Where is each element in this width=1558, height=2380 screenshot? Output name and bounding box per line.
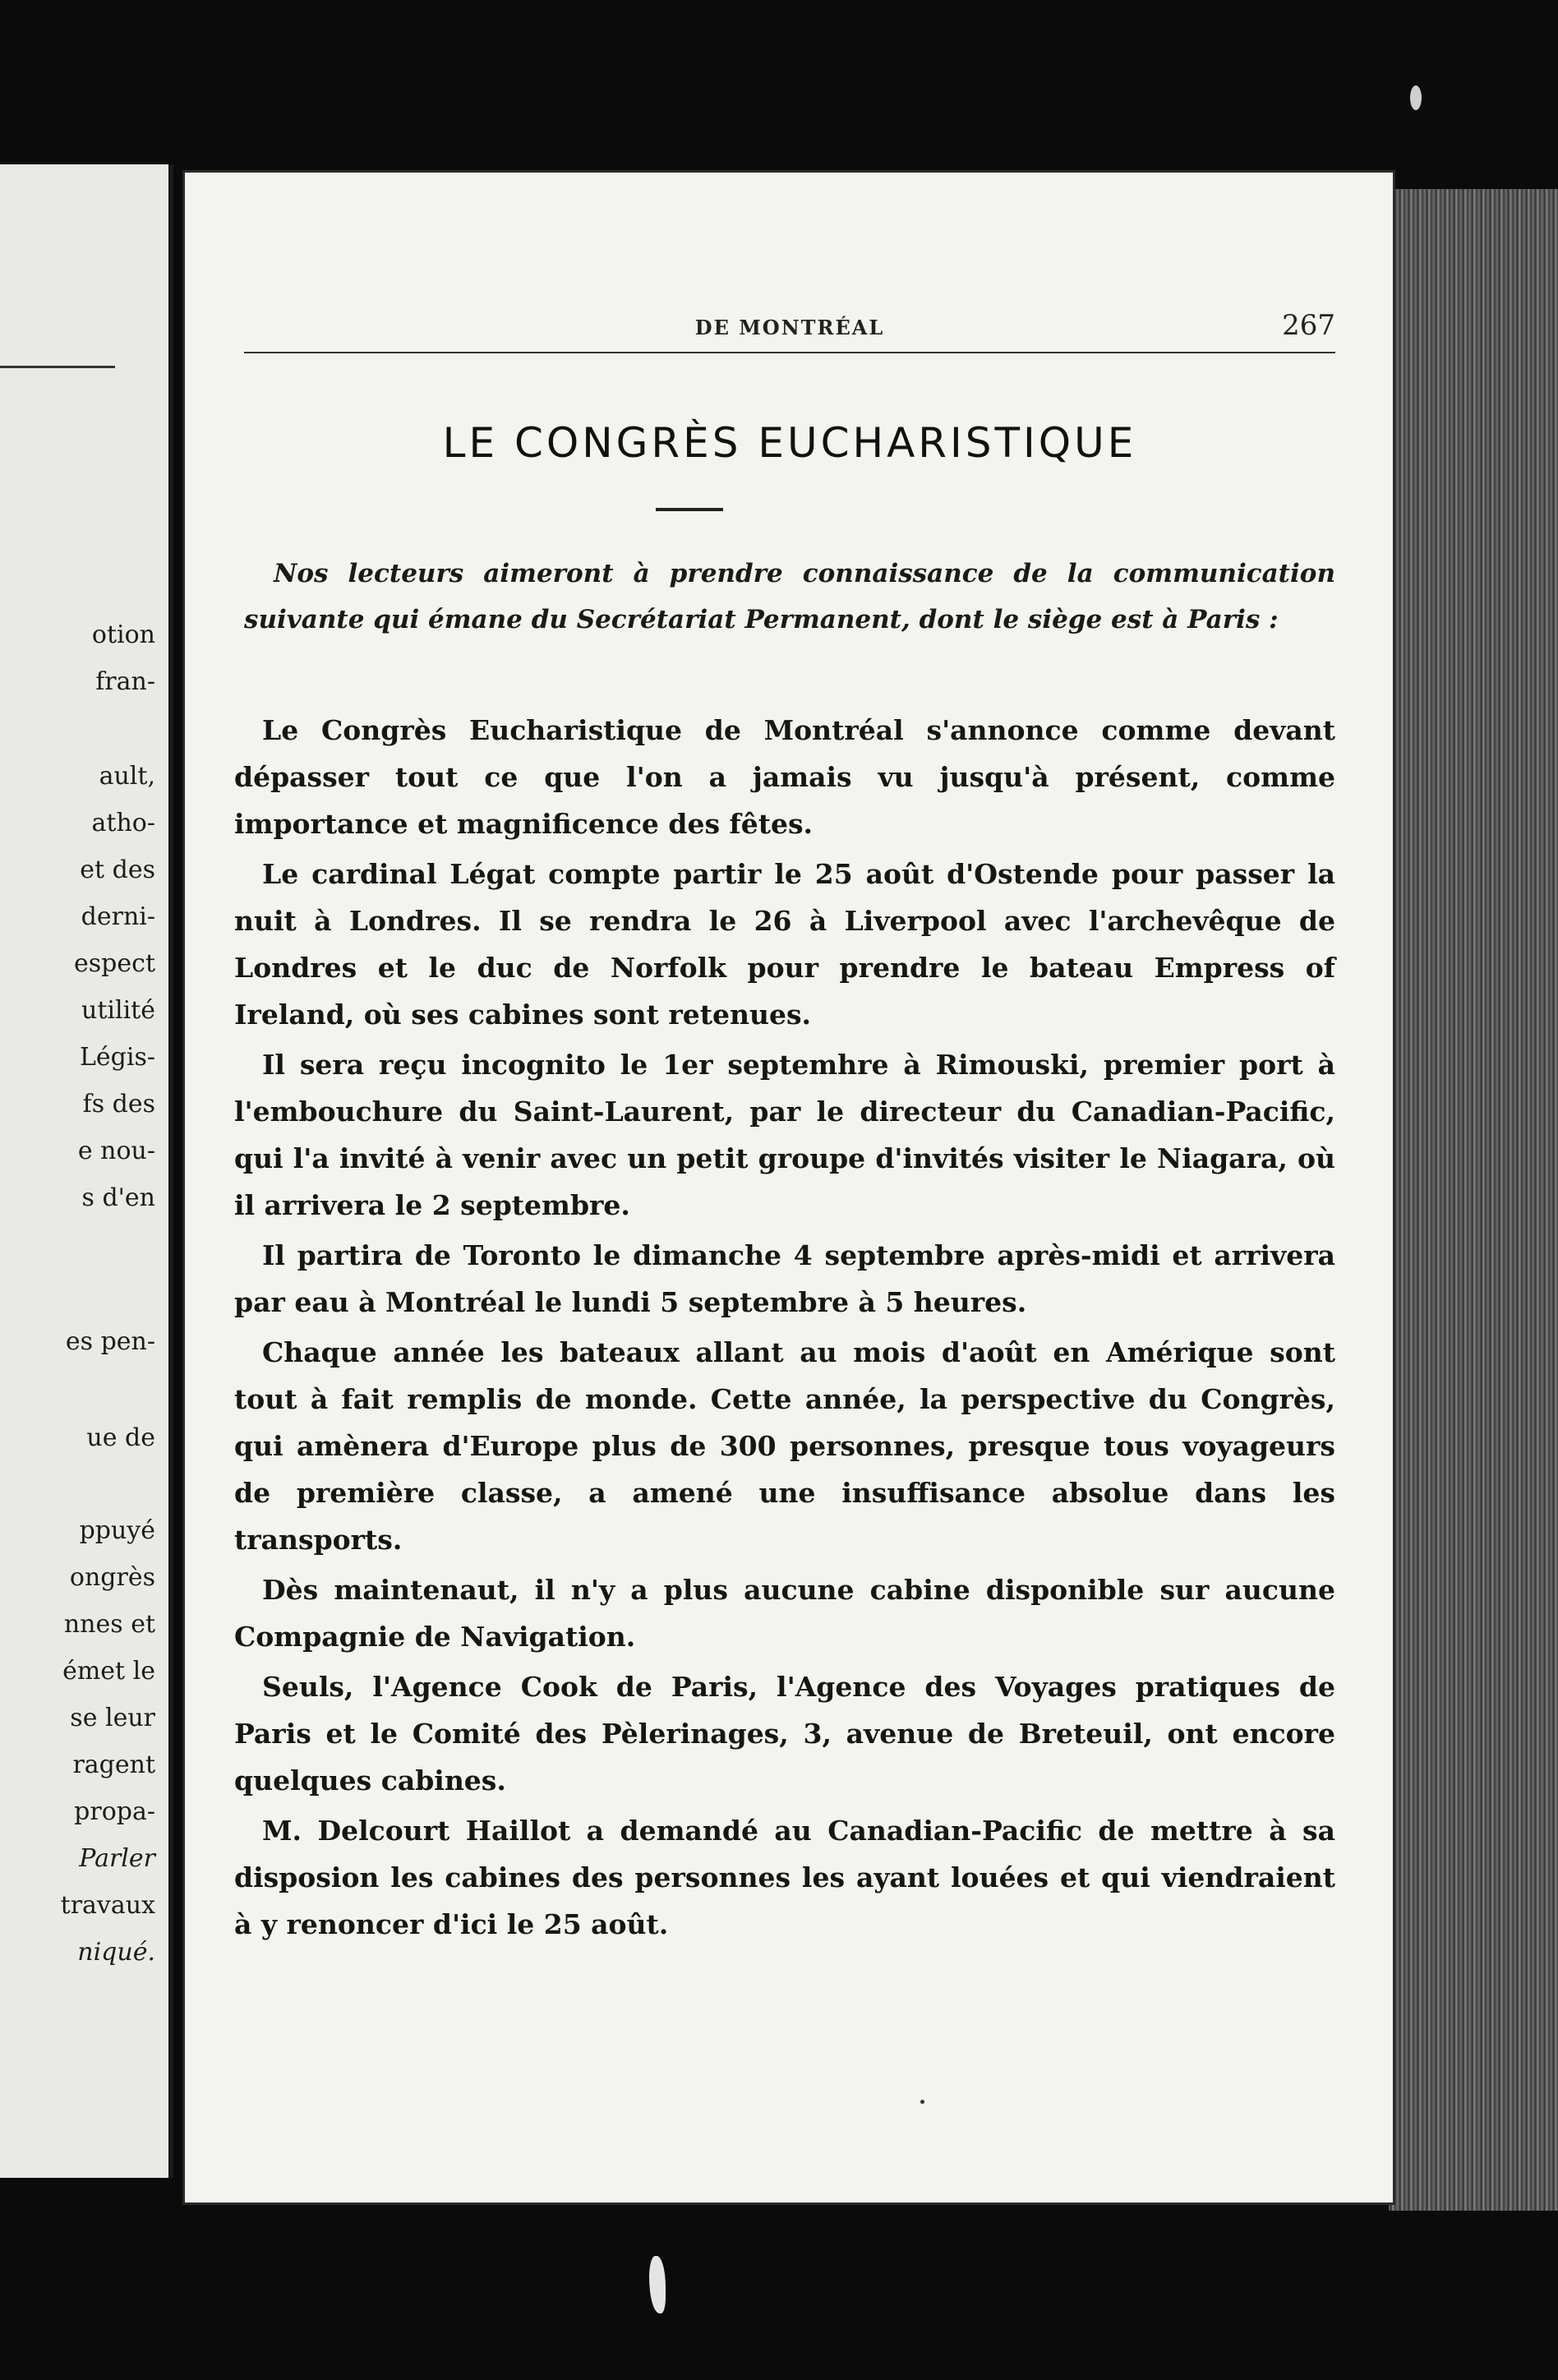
left-page-fragment: ragent bbox=[72, 1750, 155, 1779]
left-page-fragment: nnes et bbox=[63, 1610, 155, 1639]
article-title: LE CONGRÈS EUCHARISTIQUE bbox=[442, 419, 1137, 467]
left-page-fragment: et des bbox=[80, 856, 155, 884]
body-paragraph: Dès maintenaut, il n'y a plus aucune cabine disponible sur aucune Compagnie de Navigation. bbox=[234, 1574, 1335, 1653]
left-page-fragment: derni- bbox=[81, 902, 155, 931]
left-page-fragment: Légis- bbox=[79, 1043, 155, 1072]
book-page-edges bbox=[1389, 189, 1558, 2211]
body-paragraph: Il sera reçu incognito le 1er septemhre à Rimouski, premier port à l'embouchure du Saint-Laurent, par le directeur du Canadian-Pacific, qui l'a invité à venir avec un petit groupe d'invités visiter le Niagara, où il arrivera le 2 septembre. bbox=[234, 1049, 1335, 1221]
body-paragraph: Seuls, l'Agence Cook de Paris, l'Agence des Voyages pratiques de Paris et le Comité des Pèlerinages, 3, avenue de Breteuil, ont encore quelques cabines. bbox=[234, 1671, 1335, 1797]
body-paragraph: Le cardinal Légat compte partir le 25 août d'Ostende pour passer la nuit à Londres. Il se rendra le 26 à Liverpool avec l'archevêque de Londres et le duc de Norfolk pour prendre le bateau Empress of Ireland, où ses cabines sont retenues. bbox=[234, 858, 1335, 1031]
left-page-fragment: se leur bbox=[70, 1704, 155, 1732]
left-page-fragment: atho- bbox=[91, 809, 155, 837]
body-paragraph: Chaque année les bateaux allant au mois d'août en Amérique sont tout à fait remplis de monde. Cette année, la perspective du Congrès, qui amènera d'Europe plus de 300 personnes, presque tous voyageurs de première classe, a amené une insuffisance absolue dans les transports. bbox=[234, 1336, 1335, 1556]
running-head bbox=[244, 302, 1335, 353]
title-divider bbox=[656, 508, 723, 511]
left-page-fragment: espect bbox=[74, 949, 155, 978]
left-page-fragment: ue de bbox=[86, 1423, 155, 1452]
left-page-fragment: ault, bbox=[99, 762, 155, 791]
editorial-intro: Nos lecteurs aimeront à prendre connaissance de la communication suivante qui émane du Secrétariat Permanent, dont le siège est à Paris : bbox=[244, 559, 1335, 634]
left-page-fragment: propa- bbox=[74, 1797, 155, 1826]
left-page-fragment: Parler bbox=[79, 1844, 155, 1873]
left-page-fragment: es pen- bbox=[65, 1327, 155, 1356]
left-page-fragment: ppuyé bbox=[79, 1516, 155, 1545]
left-page-fragment: fs des bbox=[82, 1090, 155, 1119]
ink-dot bbox=[920, 2100, 924, 2104]
left-page-fragment: travaux bbox=[60, 1891, 155, 1920]
body-paragraph: Le Congrès Eucharistique de Montréal s'annonce comme devant dépasser tout ce que l'on a jamais vu jusqu'à présent, comme importance et magnificence des fêtes. bbox=[234, 714, 1335, 840]
left-page-fragment: émet le bbox=[62, 1657, 155, 1686]
scan-speck bbox=[1410, 85, 1422, 110]
left-page-fragment: fran- bbox=[95, 667, 155, 696]
left-page-edge bbox=[0, 164, 173, 2178]
book-page bbox=[185, 173, 1393, 2202]
body-paragraph: Il partira de Toronto le dimanche 4 septembre après-midi et arrivera par eau à Montréal le lundi 5 septembre à 5 heures. bbox=[234, 1239, 1335, 1318]
page-number: 267 bbox=[1282, 309, 1335, 342]
left-page-fragment: utilité bbox=[81, 996, 155, 1025]
left-page-fragment: ongrès bbox=[69, 1563, 155, 1592]
left-page-rule bbox=[0, 366, 115, 368]
body-paragraph: M. Delcourt Haillot a demandé au Canadian-Pacific de mettre à sa disposion les cabines des personnes les ayant louées et qui viendraient à y renoncer d'ici le 25 août. bbox=[234, 1815, 1335, 1940]
article-body bbox=[234, 707, 1335, 1951]
left-page-fragment: otion bbox=[91, 620, 155, 649]
running-head-title: DE MONTRÉAL bbox=[694, 316, 885, 339]
left-page-fragment: e nou- bbox=[77, 1137, 155, 1165]
left-page-fragment: niqué. bbox=[77, 1938, 155, 1967]
left-page-fragment: s d'en bbox=[81, 1183, 155, 1212]
